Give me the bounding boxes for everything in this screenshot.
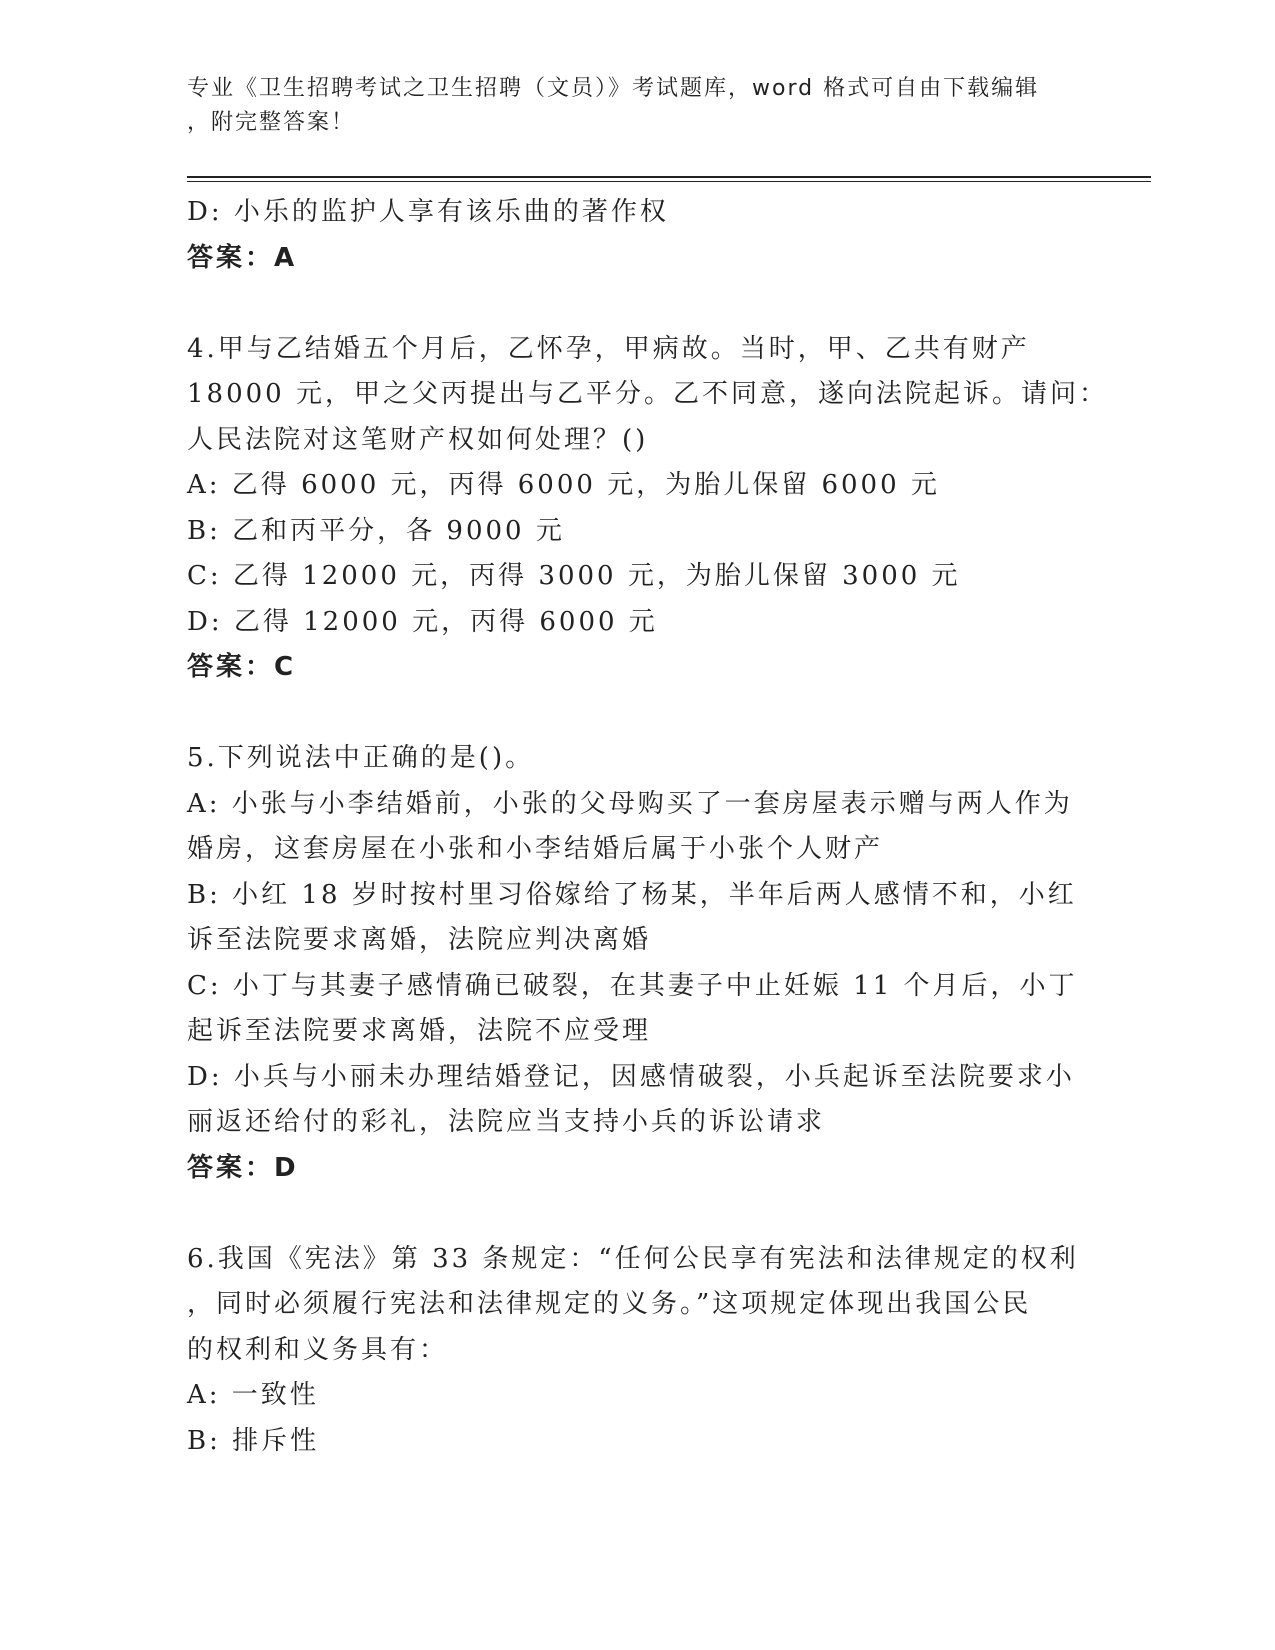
q5-option-a-line: 婚房，这套房屋在小张和小李结婚后属于小张个人财产 bbox=[187, 834, 884, 864]
question-4 bbox=[187, 327, 1108, 691]
q4-option-b: B: 乙和丙平分，各 9000 元 bbox=[187, 515, 565, 546]
prev-answer: 答案：A bbox=[187, 242, 298, 273]
q5-stem-line: 5.下列说法中正确的是()。 bbox=[187, 743, 535, 773]
q6-stem-line: 6.我国《宪法》第 33 条规定：“任何公民享有宪法和法律规定的权利 bbox=[187, 1243, 1079, 1274]
q5-option-c-line: 起诉至法院要求离婚，法院不应受理 bbox=[187, 1016, 652, 1046]
q5-option-a-line: A: 小张与小李结婚前，小张的父母购买了一套房屋表示赠与两人作为 bbox=[187, 788, 1073, 819]
q4-option-d: D: 乙得 12000 元，丙得 6000 元 bbox=[187, 606, 658, 637]
q4-option-c: C: 乙得 12000 元，丙得 3000 元，为胎儿保留 3000 元 bbox=[187, 561, 961, 591]
prev-option-d: D: 小乐的监护人享有该乐曲的著作权 bbox=[187, 197, 669, 227]
spacer bbox=[187, 281, 1087, 327]
q5-option-d-line: D: 小兵与小丽未办理结婚登记，因感情破裂，小兵起诉至法院要求小 bbox=[187, 1061, 1075, 1092]
question-6 bbox=[187, 1237, 1087, 1465]
spacer bbox=[187, 691, 1087, 737]
question-content bbox=[187, 190, 1108, 1464]
q5-option-c-line: C: 小丁与其妻子感情确已破裂，在其妻子中止妊娠 11 个月后，小丁 bbox=[187, 970, 1078, 1001]
header-line-1: 专业《卫生招聘考试之卫生招聘（文员）》考试题库，word 格式可自由下载编辑 bbox=[187, 76, 1040, 101]
q5-option-b-line: 诉至法院要求离婚，法院应判决离婚 bbox=[187, 925, 652, 955]
q6-option-b: B: 排斥性 bbox=[187, 1425, 320, 1456]
q5-option-b-line: B: 小红 18 岁时按村里习俗嫁给了杨某，半年后两人感情不和，小红 bbox=[187, 879, 1077, 910]
q5-option-d-line: 丽返还给付的彩礼，法院应当支持小兵的诉讼请求 bbox=[187, 1107, 826, 1137]
header-divider-thin bbox=[187, 181, 1151, 182]
q4-option-a: A: 乙得 6000 元，丙得 6000 元，为胎儿保留 6000 元 bbox=[187, 470, 940, 500]
q5-answer: 答案：D bbox=[187, 1152, 299, 1183]
q4-stem-line: 人民法院对这笔财产权如何处理？() bbox=[187, 424, 649, 455]
q4-answer: 答案：C bbox=[187, 652, 297, 682]
q4-stem-line: 4.甲与乙结婚五个月后，乙怀孕，甲病故。当时，甲、乙共有财产 bbox=[187, 333, 1030, 364]
spacer bbox=[187, 1191, 1087, 1237]
q4-stem-line: 18000 元，甲之父丙提出与乙平分。乙不同意，遂向法院起诉。请问： bbox=[187, 379, 1108, 409]
q6-stem-line: 的权利和义务具有： bbox=[187, 1334, 449, 1365]
header-divider-thick bbox=[187, 176, 1151, 178]
header-line-2: ，附完整答案！ bbox=[187, 110, 356, 135]
q6-option-a: A: 一致性 bbox=[187, 1380, 319, 1410]
q6-stem-line: ，同时必须履行宪法和法律规定的义务。”这项规定体现出我国公民 bbox=[187, 1289, 1032, 1319]
page-header bbox=[187, 72, 1067, 140]
question-5 bbox=[187, 736, 1087, 1191]
